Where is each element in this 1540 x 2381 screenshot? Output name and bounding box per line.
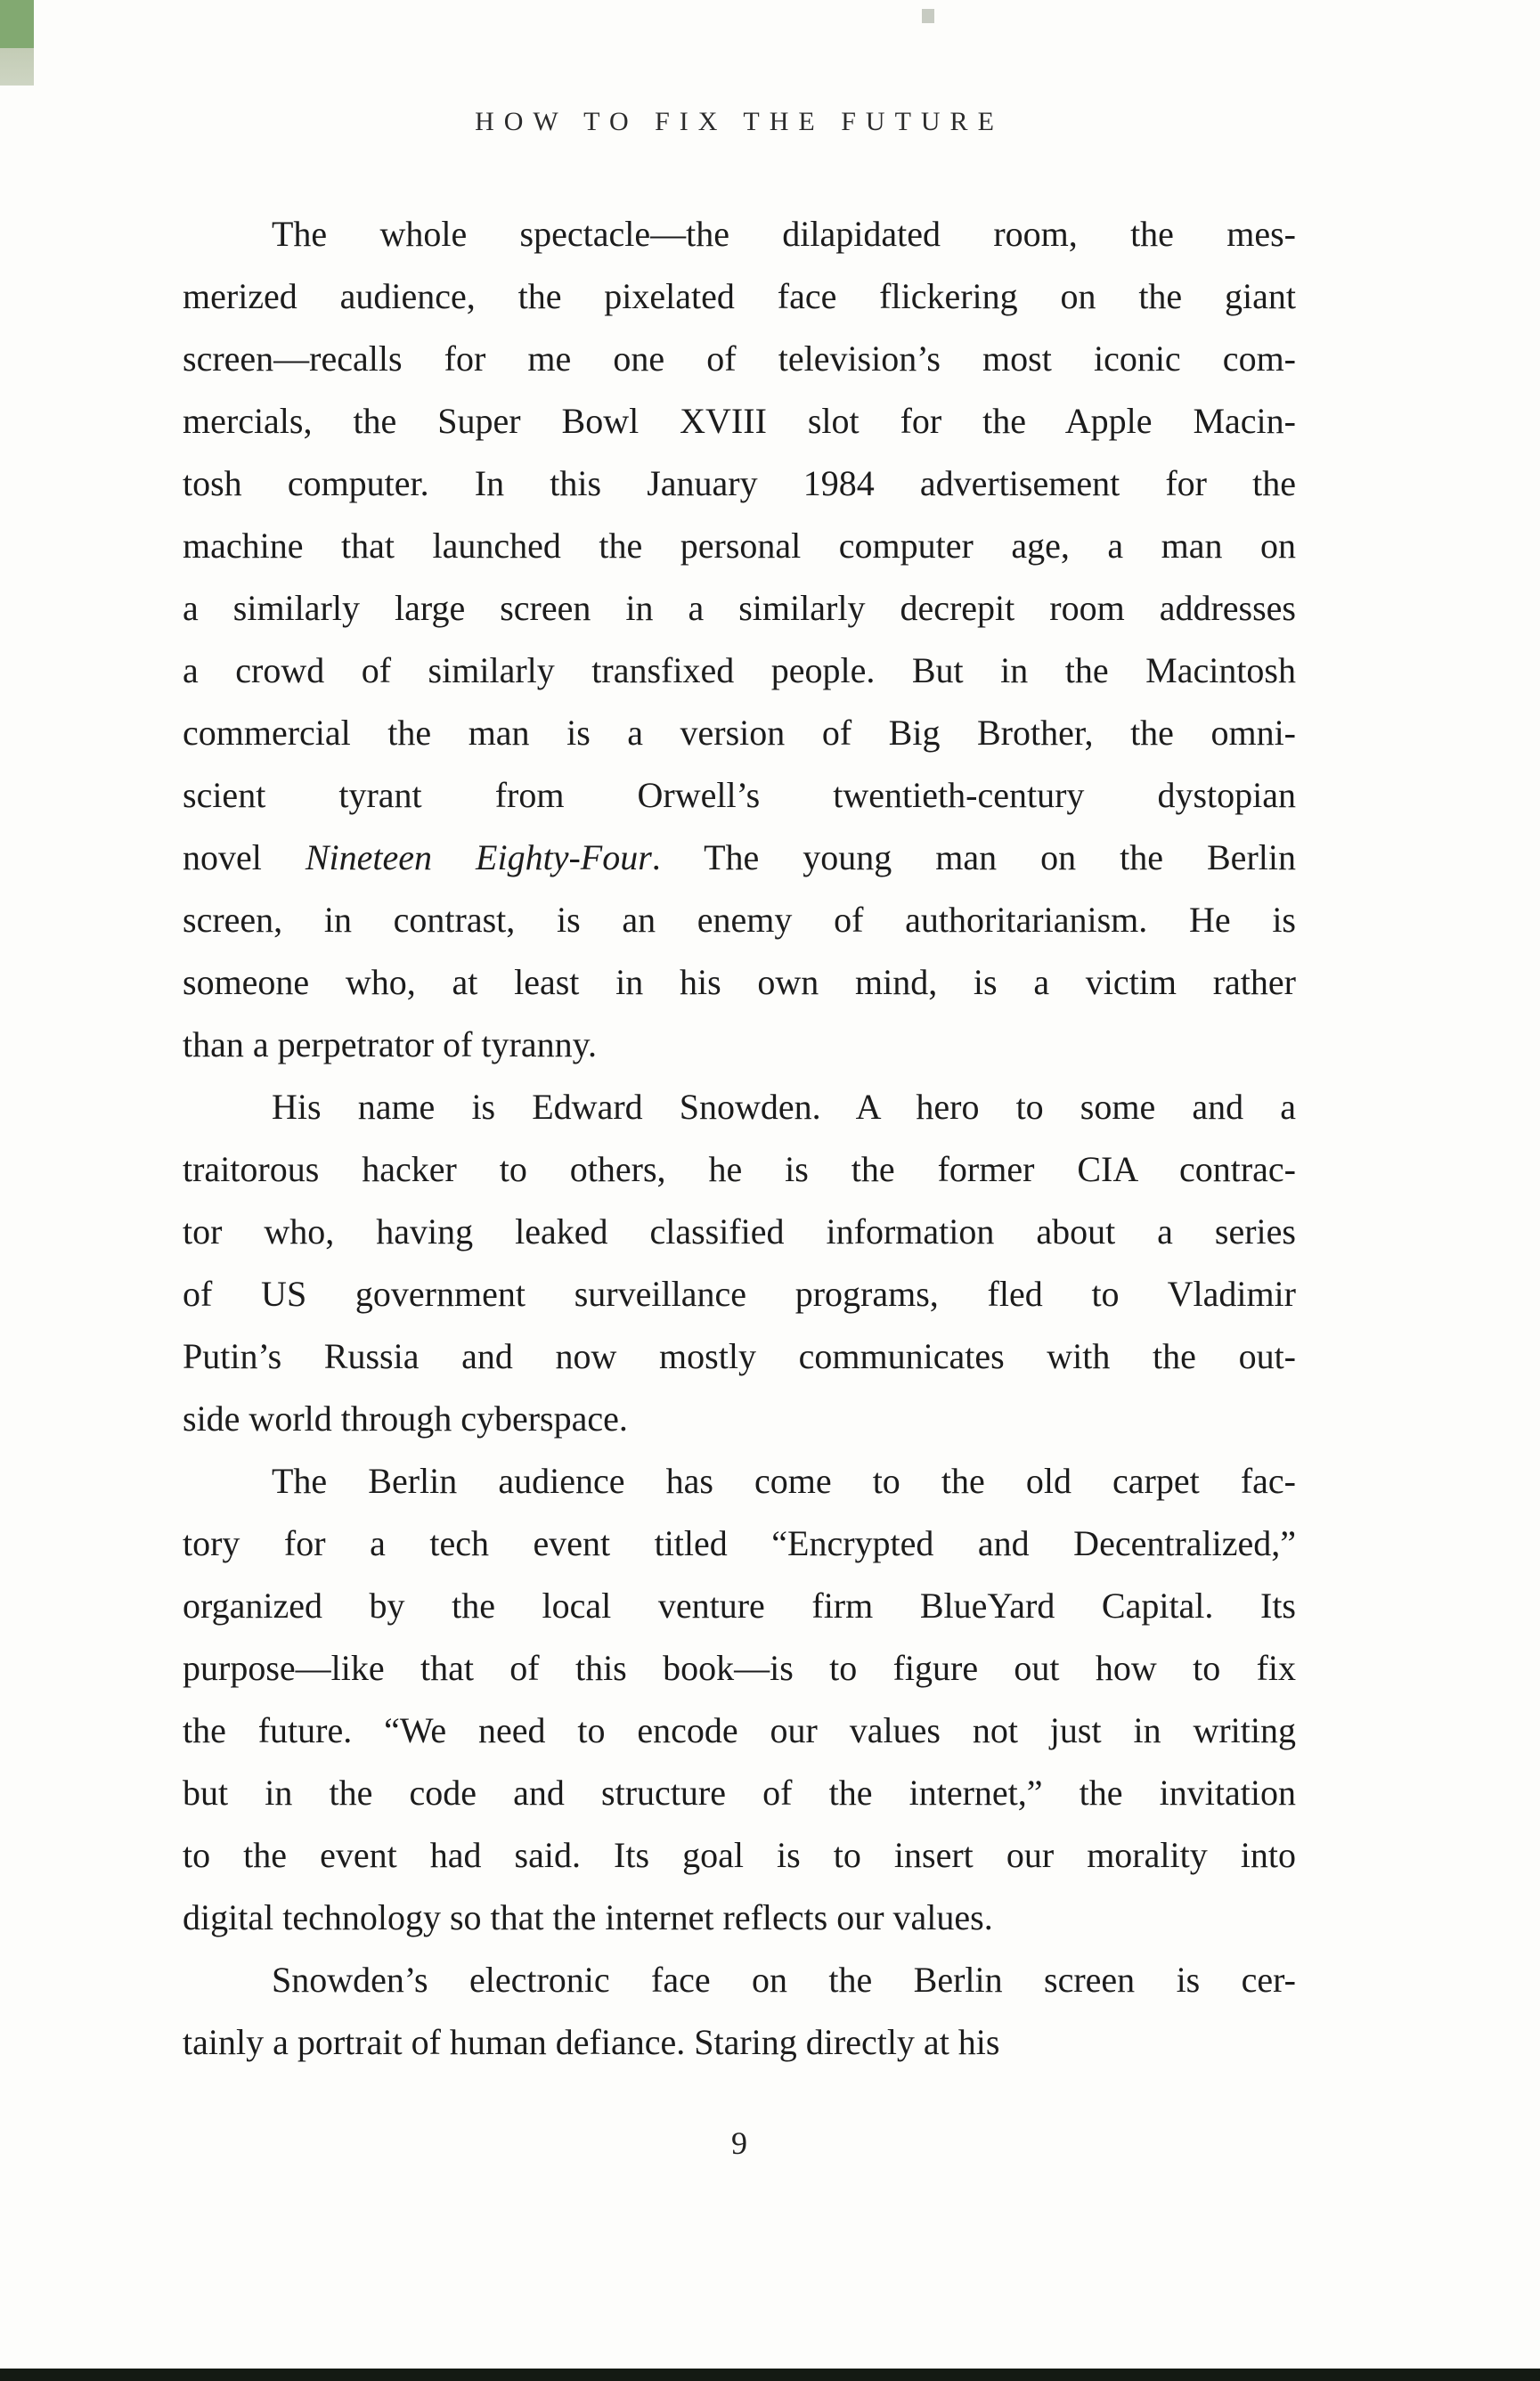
scan-edge-bottom	[0, 2369, 1540, 2381]
scan-artifact-speck	[922, 9, 934, 23]
text-segment: of US government surveillance programs, fled to Vladimir	[183, 1274, 1296, 1314]
text-segment: Snowden’s electronic face on the Berlin screen is cer-	[272, 1960, 1296, 2000]
text-segment: someone who, at least in his own mind, is a victim rather	[183, 962, 1296, 1002]
text-line	[183, 577, 1296, 640]
paragraph	[183, 1076, 1296, 1450]
paragraph	[183, 1450, 1296, 1949]
text-segment: mercials, the Super Bowl XVIII slot for the Apple Macin-	[183, 401, 1296, 441]
text-segment: scient tyrant from Orwell’s twentieth-century dystopian	[183, 775, 1296, 815]
text-segment: tory for a tech event titled “Encrypted and Decentralized,”	[183, 1523, 1296, 1563]
text-segment: organized by the local venture firm BlueYard Capital. Its	[183, 1586, 1296, 1626]
text-segment: The Berlin audience has come to the old carpet fac-	[272, 1461, 1296, 1501]
text-line	[183, 951, 1296, 1014]
text-line	[183, 1824, 1296, 1887]
paragraph	[183, 1949, 1296, 2074]
text-line	[183, 1700, 1296, 1762]
text-segment: commercial the man is a version of Big Brother, the omni-	[183, 713, 1296, 753]
text-line	[183, 1325, 1296, 1388]
text-line	[183, 1887, 1296, 1949]
paragraph	[183, 203, 1296, 1076]
text-line	[183, 1949, 1296, 2011]
text-line	[183, 328, 1296, 390]
text-segment: novel	[183, 837, 306, 877]
body-text	[183, 203, 1296, 2074]
text-line	[183, 453, 1296, 515]
running-header: HOW TO FIX THE FUTURE	[475, 107, 1004, 136]
text-segment: digital technology so that the internet reflects our values.	[183, 1897, 993, 1937]
text-line	[183, 1762, 1296, 1824]
text-segment: . The young man on the Berlin	[651, 837, 1296, 877]
text-segment: tainly a portrait of human defiance. Staring directly at his	[183, 2022, 1000, 2062]
text-segment: screen, in contrast, is an enemy of authoritarianism. He is	[183, 900, 1296, 940]
text-line	[183, 1637, 1296, 1700]
text-line	[183, 1575, 1296, 1637]
text-line	[183, 2011, 1296, 2074]
text-segment: traitorous hacker to others, he is the former CIA contrac-	[183, 1149, 1296, 1189]
text-line	[183, 1388, 1296, 1450]
text-line	[183, 265, 1296, 328]
text-line	[183, 702, 1296, 764]
text-segment: Putin’s Russia and now mostly communicates with the out-	[183, 1336, 1296, 1376]
text-segment: His name is Edward Snowden. A hero to some and a	[272, 1087, 1296, 1127]
text-line	[183, 764, 1296, 827]
text-line	[183, 1138, 1296, 1201]
text-segment: The whole spectacle—the dilapidated room, the mes-	[272, 214, 1296, 254]
text-segment: a similarly large screen in a similarly decrepit room addresses	[183, 588, 1296, 628]
text-line	[183, 1450, 1296, 1513]
text-line	[183, 1263, 1296, 1325]
text-line	[183, 1076, 1296, 1138]
text-segment: a crowd of similarly transfixed people. But in the Macintosh	[183, 650, 1296, 690]
text-line	[183, 1513, 1296, 1575]
text-segment: side world through cyberspace.	[183, 1398, 628, 1439]
text-segment: tosh computer. In this January 1984 advertisement for the	[183, 463, 1296, 503]
text-segment: tor who, having leaked classified information about a series	[183, 1211, 1296, 1252]
text-line	[183, 515, 1296, 577]
text-line	[183, 827, 1296, 889]
text-segment: merized audience, the pixelated face flickering on the giant	[183, 276, 1296, 316]
text-line	[183, 1201, 1296, 1263]
italic-text: Nineteen Eighty-Four	[305, 837, 652, 877]
scan-artifact-top-left	[0, 0, 34, 86]
text-line	[183, 1014, 1296, 1076]
text-segment: purpose—like that of this book—is to figure out how to fix	[183, 1648, 1296, 1688]
text-line	[183, 203, 1296, 265]
text-segment: screen—recalls for me one of television’s most iconic com-	[183, 338, 1296, 379]
text-segment: the future. “We need to encode our values not just in writing	[183, 1710, 1296, 1750]
text-line	[183, 889, 1296, 951]
text-line	[183, 390, 1296, 453]
text-line	[183, 640, 1296, 702]
text-segment: machine that launched the personal computer age, a man on	[183, 526, 1296, 566]
text-segment: but in the code and structure of the internet,” the invitation	[183, 1773, 1296, 1813]
text-segment: to the event had said. Its goal is to insert our morality into	[183, 1835, 1296, 1875]
page-number: 9	[731, 2125, 747, 2161]
text-segment: than a perpetrator of tyranny.	[183, 1024, 597, 1064]
